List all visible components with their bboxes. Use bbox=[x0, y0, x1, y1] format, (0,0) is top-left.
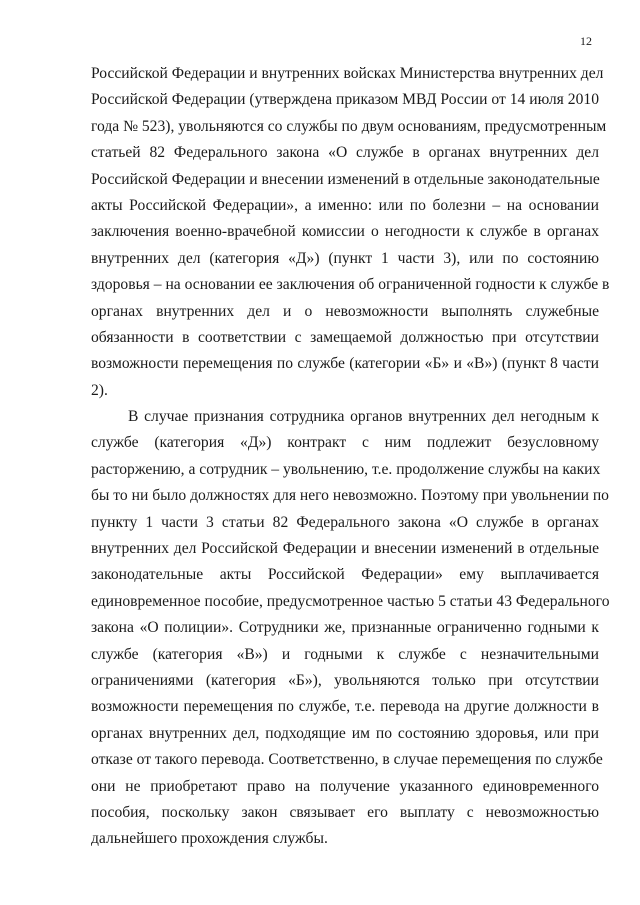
text-line: статьей 82 Федерального закона «О службе в органах внутренних дел bbox=[91, 144, 599, 162]
text-line: службе (категория «Д») контракт с ним подлежит безусловному bbox=[91, 434, 599, 452]
text-line: возможности перемещения по службе, т.е. перевода на другие должности в bbox=[91, 698, 599, 716]
text-line: года № 523), увольняются со службы по двум основаниям, предусмотренным bbox=[91, 117, 607, 135]
text-line: внутренних дел (категория «Д») (пункт 1 части 3), или по состоянию bbox=[91, 249, 599, 267]
document-body bbox=[91, 61, 610, 853]
text-line: дальнейшего прохождения службы. bbox=[91, 830, 328, 848]
text-line: службе (категория «В») и годными к службе с незначительными bbox=[91, 645, 599, 663]
text-line: здоровья – на основании ее заключения об ограниченной годности к службе в bbox=[91, 276, 610, 294]
text-line: обязанности в соответствии с замещаемой должностью при отсутствии bbox=[91, 328, 599, 346]
text-line: внутренних дел Российской Федерации и внесении изменений в отдельные bbox=[91, 540, 599, 558]
page-number: 12 bbox=[580, 34, 592, 48]
text-line: закона «О полиции». Сотрудники же, признанные ограниченно годными к bbox=[91, 619, 599, 637]
text-line: пособия, поскольку закон связывает его выплату с невозможностью bbox=[91, 803, 599, 821]
text-line: возможности перемещения по службе (категории «Б» и «В») (пункт 8 части bbox=[91, 355, 599, 373]
text-line: пункту 1 части 3 статьи 82 Федерального закона «О службе в органах bbox=[91, 513, 599, 531]
text-line: законодательные акты Российской Федерации» ему выплачивается bbox=[91, 566, 599, 584]
text-line: Российской Федерации и внесении изменений в отдельные законодательные bbox=[91, 170, 600, 188]
text-line: отказе от такого перевода. Соответственно, в случае перемещения по службе bbox=[91, 751, 603, 769]
text-line: расторжению, а сотрудник – увольнению, т.е. продолжение службы на каких bbox=[91, 460, 601, 478]
paragraph-1 bbox=[91, 61, 610, 404]
text-line: органах внутренних дел, подходящие им по состоянию здоровья, или при bbox=[91, 724, 599, 742]
text-line: бы то ни было должностях для него невозможно. Поэтому при увольнении по bbox=[91, 487, 609, 505]
text-line: заключения военно-врачебной комиссии о негодности к службе в органах bbox=[91, 223, 599, 241]
text-line: они не приобретают право на получение указанного единовременного bbox=[91, 777, 599, 795]
text-line: органах внутренних дел и о невозможности выполнять служебные bbox=[91, 302, 599, 320]
text-line: 2). bbox=[91, 381, 108, 399]
text-line: ограничениями (категория «Б»), увольняются только при отсутствии bbox=[91, 671, 599, 689]
text-line: единовременное пособие, предусмотренное частью 5 статьи 43 Федерального bbox=[91, 592, 610, 610]
text-line: Российской Федерации (утверждена приказом МВД России от 14 июля 2010 bbox=[91, 91, 599, 109]
text-line: Российской Федерации и внутренних войсках Министерства внутренних дел bbox=[91, 65, 604, 82]
paragraph-2 bbox=[91, 404, 610, 853]
text-line: акты Российской Федерации», а именно: или по болезни – на основании bbox=[91, 196, 599, 214]
text-line: В случае признания сотрудника органов внутренних дел негодным к bbox=[128, 408, 599, 426]
